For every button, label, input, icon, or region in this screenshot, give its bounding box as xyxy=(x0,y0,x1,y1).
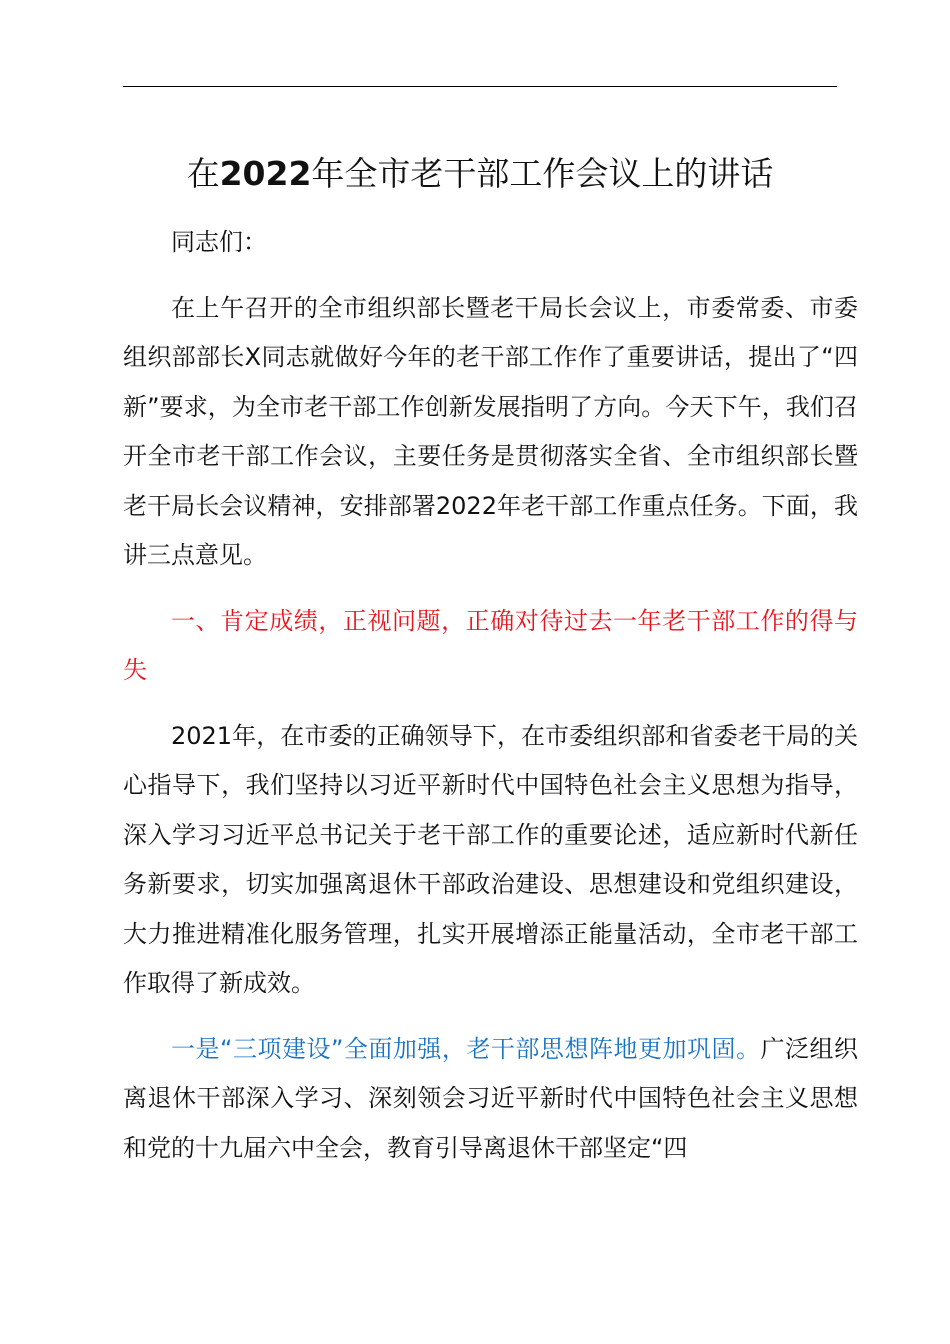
salutation: 同志们： xyxy=(171,228,267,256)
point-1-paragraph xyxy=(123,1025,858,1174)
title-prefix: 在 xyxy=(186,154,220,193)
title-year: 2022 xyxy=(219,154,312,193)
title-suffix: 年全市老干部工作会议上的讲话 xyxy=(311,154,774,193)
point-1-text: 广泛组织离退休干部深入学习、深刻领会习近平新时代中国特色社会主义思想和党的十九届六中全会，教育引导离退休干部坚定“四 xyxy=(123,1034,858,1162)
document-body xyxy=(123,218,858,1173)
intro-paragraph: 在上午召开的全市组织部长暨老干局长会议上，市委常委、市委组织部部长X同志就做好今年的老干部工作作了重要讲话，提出了“四新”要求，为全市老干部工作创新发展指明了方向。今天下午，我们召开全市老干部工作会议，主要任务是贯彻落实全省、全市组织部长暨老干局长会议精神，安排部署2022年老干部工作重点任务。下面，我讲三点意见。 xyxy=(123,293,858,569)
section-1-heading: 一、肯定成绩，正视问题，正确对待过去一年老干部工作的得与失 xyxy=(123,606,858,684)
header-rule xyxy=(123,86,837,87)
point-1-lead: 一是“三项建设”全面加强，老干部思想阵地更加巩固。 xyxy=(171,1034,761,1063)
section-1-paragraph: 2021年，在市委的正确领导下，在市委组织部和省委老干局的关心指导下，我们坚持以习近平新时代中国特色社会主义思想为指导，深入学习习近平总书记关于老干部工作的重要论述，适应新时代新任务新要求，切实加强离退休干部政治建设、思想建设和党组织建设，大力推进精准化服务管理，扎实开展增添正能量活动，全市老干部工作取得了新成效。 xyxy=(123,721,858,997)
document-title xyxy=(123,148,837,200)
